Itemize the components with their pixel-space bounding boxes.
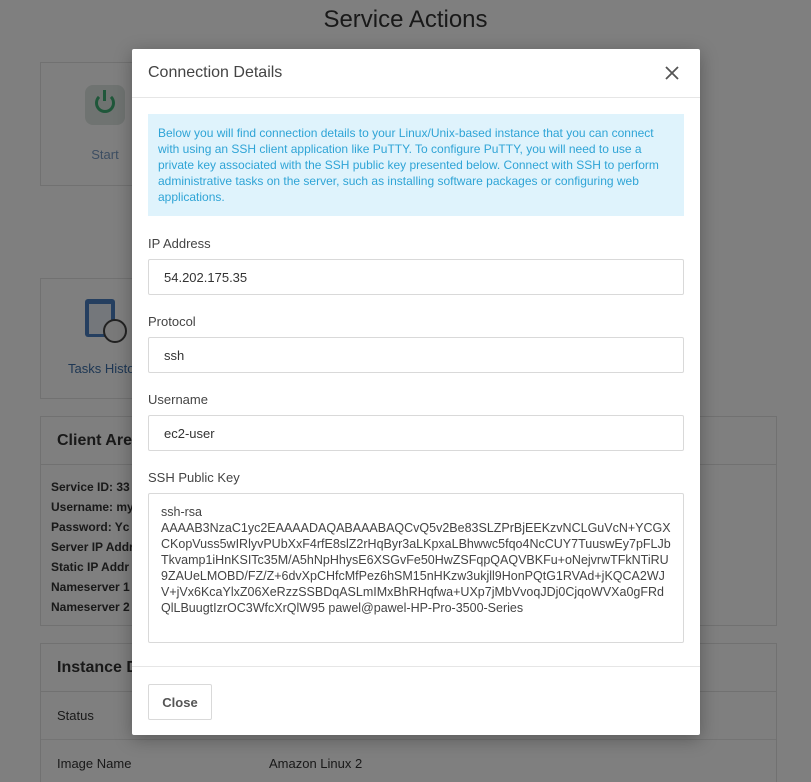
modal-header [132,49,700,98]
username-label: Username [148,392,208,407]
ssh-public-key-field[interactable] [148,493,684,643]
modal-footer [132,666,700,735]
ip-address-field[interactable] [148,259,684,295]
ip-address-label: IP Address [148,236,211,251]
protocol-label: Protocol [148,314,196,329]
modal-title: Connection Details [148,64,283,81]
info-alert: Below you will find connection details to your Linux/Unix-based instance that you can connect with using an SSH client application like PuTTY. To configure PuTTY, you will need to use a private key associated with the SSH public key presented below. Connect with SSH to perform administrative tasks on the server, such as installing software packages or configuring web applications. [148,114,684,216]
username-field[interactable] [148,415,684,451]
connection-details-modal [132,49,700,735]
ssh-public-key-label: SSH Public Key [148,470,240,485]
modal-body [148,114,684,648]
close-icon[interactable] [660,61,684,85]
protocol-field[interactable] [148,337,684,373]
close-button[interactable]: Close [148,684,212,720]
